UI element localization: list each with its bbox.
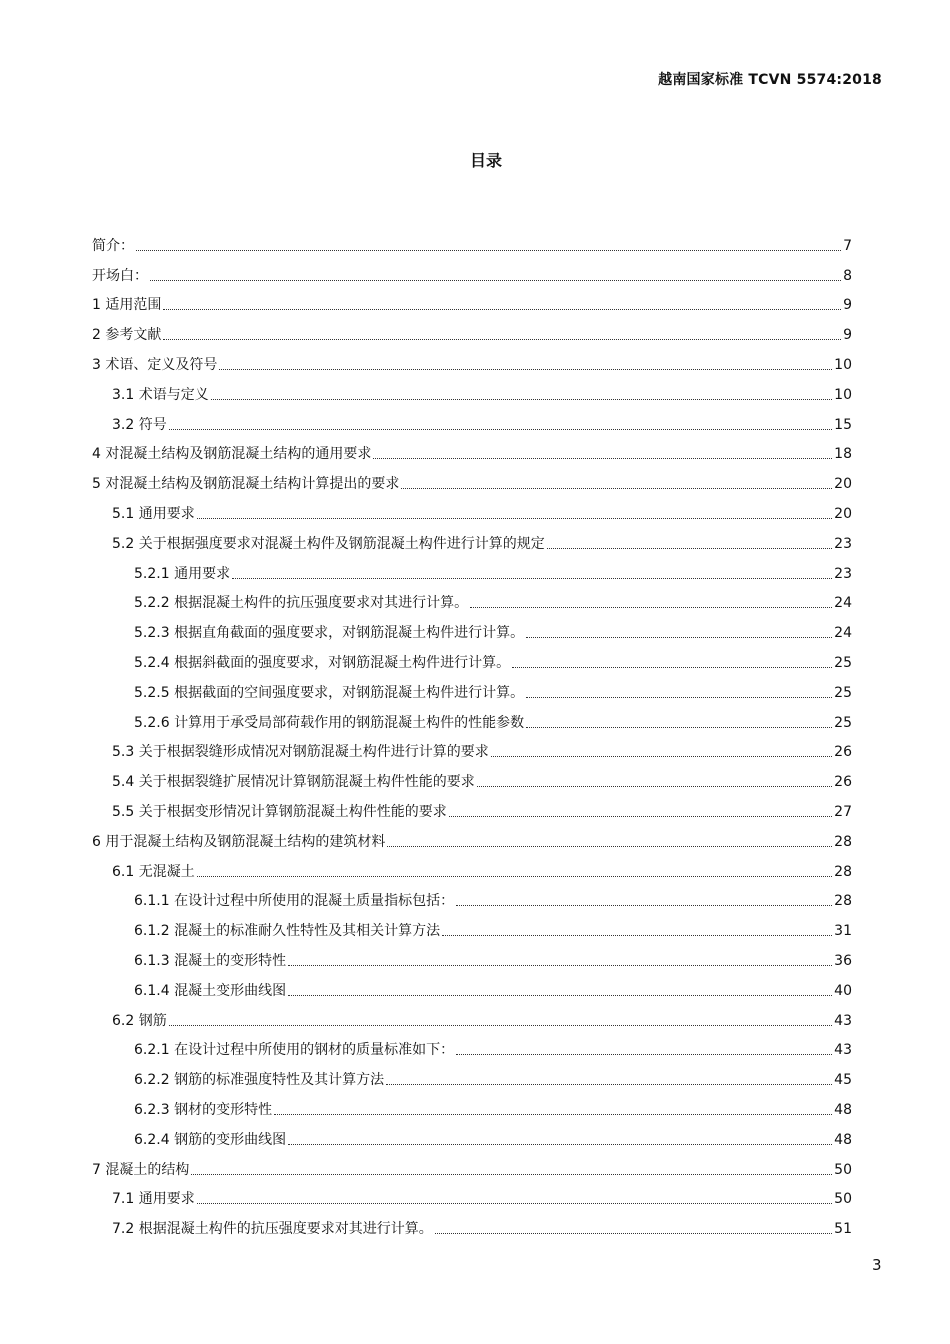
toc-entry-page: 45 <box>834 1072 852 1089</box>
toc-entry[interactable] <box>92 464 852 494</box>
toc-entry[interactable] <box>92 286 852 316</box>
toc-entry[interactable] <box>92 1150 852 1180</box>
toc-entry[interactable] <box>92 941 852 971</box>
toc-leader-dots <box>526 727 832 728</box>
toc-leader-dots <box>197 1203 832 1204</box>
toc-entry-page: 43 <box>834 1042 852 1059</box>
toc-leader-dots <box>191 1174 832 1175</box>
toc-leader-dots <box>274 1114 832 1115</box>
toc-leader-dots <box>526 697 832 698</box>
toc-leader-dots <box>456 1054 832 1055</box>
toc-leader-dots <box>526 637 832 638</box>
toc-entry-label: 6 用于混凝土结构及钢筋混凝土结构的建筑材料 <box>92 833 386 850</box>
toc-entry-page: 10 <box>834 386 852 403</box>
toc-entry-label: 5.2.5 根据截面的空间强度要求，对钢筋混凝土构件进行计算。 <box>134 684 525 701</box>
toc-entry-page: 50 <box>834 1161 852 1178</box>
toc-entry-label: 3.2 符号 <box>112 416 167 433</box>
toc-entry[interactable] <box>92 584 852 614</box>
toc-leader-dots <box>136 250 841 251</box>
toc-leader-dots <box>491 756 832 757</box>
toc-entry-page: 28 <box>834 893 852 910</box>
toc-leader-dots <box>288 995 832 996</box>
toc-entry[interactable] <box>92 345 852 375</box>
toc-leader-dots <box>512 667 832 668</box>
toc-entry-page: 24 <box>834 595 852 612</box>
toc-leader-dots <box>163 339 841 340</box>
toc-entry[interactable] <box>92 852 852 882</box>
toc-entry-page: 8 <box>843 267 852 284</box>
toc-entry-page: 31 <box>834 923 852 940</box>
toc-entry-label: 开场白： <box>92 267 148 284</box>
toc-entry-label: 5.2.6 计算用于承受局部荷载作用的钢筋混凝土构件的性能参数 <box>134 714 525 731</box>
toc-leader-dots <box>387 846 832 847</box>
toc-entry-page: 26 <box>834 744 852 761</box>
toc-entry-page: 50 <box>834 1191 852 1208</box>
toc-entry-label: 1 适用范围 <box>92 297 162 314</box>
toc-entry-label: 6.1.3 混凝土的变形特性 <box>134 952 287 969</box>
toc-leader-dots <box>169 429 832 430</box>
toc-entry[interactable] <box>92 1209 852 1239</box>
toc-entry-label: 6.1.4 混凝土变形曲线图 <box>134 982 287 999</box>
standard-header: 越南国家标准 TCVN 5574:2018 <box>658 72 882 88</box>
toc-leader-dots <box>449 816 832 817</box>
toc-entry-page: 25 <box>834 654 852 671</box>
toc-entry-page: 23 <box>834 565 852 582</box>
toc-entry-page: 36 <box>834 952 852 969</box>
toc-entry[interactable] <box>92 405 852 435</box>
toc-entry-label: 5.2.2 根据混凝土构件的抗压强度要求对其进行计算。 <box>134 595 469 612</box>
toc-entry-page: 48 <box>834 1131 852 1148</box>
toc-leader-dots <box>435 1233 832 1234</box>
toc-entry-page: 18 <box>834 446 852 463</box>
toc-entry[interactable] <box>92 375 852 405</box>
toc-leader-dots <box>477 786 832 787</box>
toc-entry[interactable] <box>92 822 852 852</box>
toc-entry[interactable] <box>92 792 852 822</box>
toc-entry-label: 4 对混凝土结构及钢筋混凝土结构的通用要求 <box>92 446 372 463</box>
toc-entry-label: 7 混凝土的结构 <box>92 1161 190 1178</box>
toc-leader-dots <box>211 399 832 400</box>
toc-entry-page: 20 <box>834 476 852 493</box>
toc-leader-dots <box>219 369 832 370</box>
toc-leader-dots <box>442 935 832 936</box>
toc-entry-label: 5.2.3 根据直角截面的强度要求，对钢筋混凝土构件进行计算。 <box>134 625 525 642</box>
toc-entry-label: 7.1 通用要求 <box>112 1191 195 1208</box>
toc-leader-dots <box>288 965 832 966</box>
table-of-contents <box>92 226 852 1239</box>
toc-entry-label: 5.5 关于根据变形情况计算钢筋混凝土构件性能的要求 <box>112 803 447 820</box>
toc-entry-label: 3 术语、定义及符号 <box>92 356 218 373</box>
toc-entry-label: 5.2.4 根据斜截面的强度要求，对钢筋混凝土构件进行计算。 <box>134 654 511 671</box>
toc-entry[interactable] <box>92 673 852 703</box>
toc-entry-label: 5.3 关于根据裂缝形成情况对钢筋混凝土构件进行计算的要求 <box>112 744 489 761</box>
toc-entry[interactable] <box>92 971 852 1001</box>
toc-entry-page: 9 <box>843 327 852 344</box>
toc-entry-page: 40 <box>834 982 852 999</box>
toc-entry-page: 9 <box>843 297 852 314</box>
toc-entry[interactable] <box>92 226 852 256</box>
toc-entry-label: 5.1 通用要求 <box>112 505 195 522</box>
toc-leader-dots <box>401 488 832 489</box>
toc-entry[interactable] <box>92 1090 852 1120</box>
toc-entry[interactable] <box>92 494 852 524</box>
toc-entry-page: 24 <box>834 625 852 642</box>
page-number: 3 <box>872 1256 882 1274</box>
toc-entry-label: 6.1 无混凝土 <box>112 863 195 880</box>
toc-leader-dots <box>288 1144 832 1145</box>
toc-entry[interactable] <box>92 733 852 763</box>
toc-entry-page: 43 <box>834 1012 852 1029</box>
toc-entry-page: 20 <box>834 505 852 522</box>
toc-entry[interactable] <box>92 524 852 554</box>
toc-entry[interactable] <box>92 256 852 286</box>
toc-leader-dots <box>169 1025 832 1026</box>
toc-entry-page: 26 <box>834 774 852 791</box>
toc-leader-dots <box>456 905 832 906</box>
toc-entry-page: 28 <box>834 833 852 850</box>
toc-leader-dots <box>470 607 832 608</box>
toc-entry-page: 28 <box>834 863 852 880</box>
toc-entry-label: 6.2.1 在设计过程中所使用的钢材的质量标准如下： <box>134 1042 455 1059</box>
toc-entry-label: 5.4 关于根据裂缝扩展情况计算钢筋混凝土构件性能的要求 <box>112 774 475 791</box>
toc-leader-dots <box>197 518 832 519</box>
toc-leader-dots <box>150 280 841 281</box>
toc-entry[interactable] <box>92 703 852 733</box>
toc-entry-page: 27 <box>834 803 852 820</box>
toc-entry-label: 2 参考文献 <box>92 327 162 344</box>
toc-entry[interactable] <box>92 643 852 673</box>
toc-entry-label: 6.1.1 在设计过程中所使用的混凝土质量指标包括： <box>134 893 455 910</box>
toc-entry-label: 7.2 根据混凝土构件的抗压强度要求对其进行计算。 <box>112 1221 433 1238</box>
toc-entry-page: 15 <box>834 416 852 433</box>
toc-entry-label: 6.1.2 混凝土的标准耐久性特性及其相关计算方法 <box>134 923 441 940</box>
toc-entry-page: 23 <box>834 535 852 552</box>
toc-entry-page: 25 <box>834 714 852 731</box>
page-title: 目录 <box>469 151 502 170</box>
toc-entry-label: 5.2.1 通用要求 <box>134 565 231 582</box>
toc-entry-label: 5.2 关于根据强度要求对混凝土构件及钢筋混凝土构件进行计算的规定 <box>112 535 545 552</box>
toc-leader-dots <box>373 458 832 459</box>
toc-entry-label: 6.2.4 钢筋的变形曲线图 <box>134 1131 287 1148</box>
toc-entry[interactable] <box>92 613 852 643</box>
toc-entry-label: 6.2 钢筋 <box>112 1012 167 1029</box>
toc-leader-dots <box>197 876 832 877</box>
toc-entry[interactable] <box>92 882 852 912</box>
toc-entry-label: 6.2.3 钢材的变形特性 <box>134 1101 273 1118</box>
toc-leader-dots <box>232 578 832 579</box>
toc-entry-label: 5 对混凝土结构及钢筋混凝土结构计算提出的要求 <box>92 476 400 493</box>
toc-entry[interactable] <box>92 1180 852 1210</box>
toc-leader-dots <box>547 548 832 549</box>
toc-entry-page: 51 <box>834 1221 852 1238</box>
toc-entry-page: 48 <box>834 1101 852 1118</box>
toc-entry[interactable] <box>92 554 852 584</box>
toc-entry[interactable] <box>92 911 852 941</box>
toc-leader-dots <box>386 1084 832 1085</box>
toc-entry[interactable] <box>92 315 852 345</box>
toc-leader-dots <box>163 309 841 310</box>
toc-entry-page: 10 <box>834 356 852 373</box>
toc-entry[interactable] <box>92 1031 852 1061</box>
toc-entry-label: 3.1 术语与定义 <box>112 386 209 403</box>
toc-entry[interactable] <box>92 435 852 465</box>
toc-entry[interactable] <box>92 1060 852 1090</box>
toc-entry[interactable] <box>92 1001 852 1031</box>
toc-entry-page: 25 <box>834 684 852 701</box>
toc-entry[interactable] <box>92 1120 852 1150</box>
toc-entry[interactable] <box>92 762 852 792</box>
toc-entry-page: 7 <box>843 237 852 254</box>
toc-entry-label: 6.2.2 钢筋的标准强度特性及其计算方法 <box>134 1072 385 1089</box>
toc-entry-label: 简介： <box>92 237 134 254</box>
